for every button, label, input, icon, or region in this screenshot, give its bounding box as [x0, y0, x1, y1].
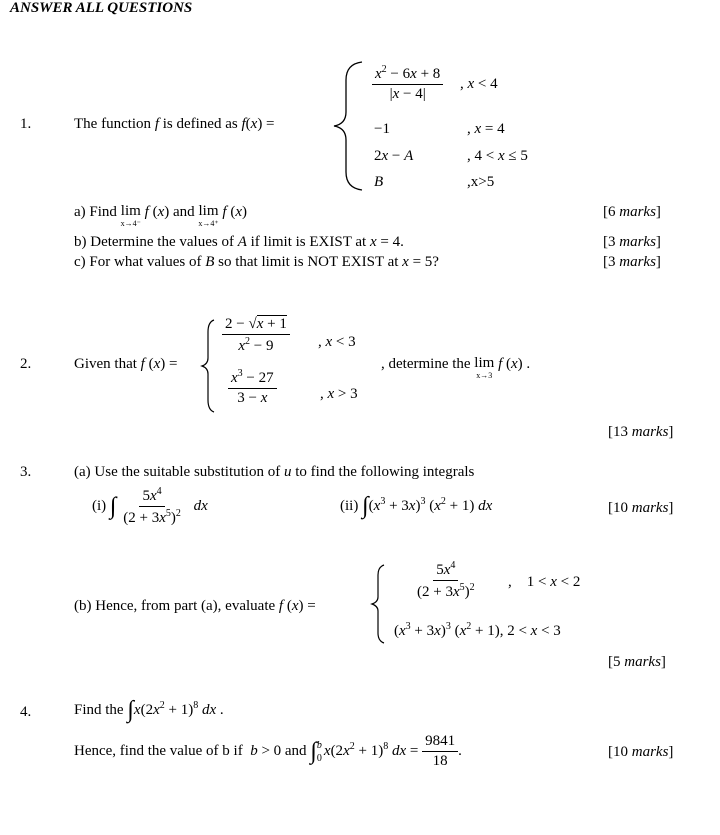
q2-brace	[200, 318, 218, 414]
q1-part-a: a) Find lim x→4⁻ f (x) and lim x→4⁺ f (x)	[74, 203, 247, 228]
q3-b-case2: $(x^3 + 3x)^3$ $(x^2 + 1)$, 2 < x < 3	[394, 621, 561, 639]
q3-b-case1	[414, 560, 478, 602]
q3-b-fraction: $\frac{5x^4}{(2 + 3x^5)^2}$	[417, 560, 475, 601]
q1-case1-cond: , x < 4	[460, 76, 498, 92]
q3-b-case1-cond: , 1 < x < 2	[508, 574, 581, 590]
q1-case1	[372, 64, 443, 104]
q1-lim-right: lim x→4⁺	[198, 203, 219, 228]
q2-lim: lim x→3	[474, 355, 495, 380]
q4-number: 4.	[20, 704, 32, 720]
q3-number: 3.	[20, 464, 32, 480]
q4-marks: [10 marks]	[608, 744, 674, 760]
q4-line2: Hence, find the value of b if b > 0 and ∫ b 0 $x(2x^2 + 1)^8$ dx = $\frac{9841}{18}$ .	[74, 733, 462, 770]
q2-case2	[228, 368, 277, 408]
q4-line1: Find the $\int x(2x^2 + 1)^8$ dx .	[74, 697, 224, 723]
q2-case2-fraction: $\frac{x^3 - 27}{3 - x}$	[228, 368, 277, 408]
q2-tail: , determine the lim x→3 f (x) .	[381, 355, 531, 380]
q1-case1-fraction: $\frac{x^2 - 6x + 8}{|x - 4|}$	[372, 64, 443, 104]
q3-i-fraction: $\frac{5x^4}{(2 + 3x^5)^2}$	[123, 486, 181, 527]
q3-a-marks: [10 marks]	[608, 500, 674, 516]
q1-lim-left: lim x→4⁻	[120, 203, 141, 228]
q3-part-a: (a) Use the suitable substitution of u to find the following integrals	[74, 464, 475, 480]
q2-case2-cond: , x > 3	[320, 386, 358, 402]
q1-case2-cond: , x = 4	[467, 121, 505, 137]
q1-case3-cond: , 4 < x ≤ 5	[467, 148, 528, 164]
q1-part-c: c) For what values of B so that limit is NOT EXIST at x = 5?	[74, 254, 439, 270]
q2-case1-cond: , x < 3	[318, 334, 356, 350]
q1-number: 1.	[20, 116, 32, 132]
q2-marks: [13 marks]	[608, 424, 674, 440]
q3-integral-ii: (ii) $\int(x^3 + 3x)^3$ $(x^2 + 1)$ dx	[340, 493, 493, 519]
q3-b-marks: [5 marks]	[608, 654, 666, 670]
q1-case2-expr: −1	[374, 121, 390, 137]
q1-case3-expr: 2x − A	[374, 148, 414, 164]
q1-brace	[332, 60, 366, 192]
q1-case4-cond: ,x>5	[467, 174, 495, 190]
q2-intro: Given that f (x) =	[74, 356, 178, 372]
page-heading: ANSWER ALL QUESTIONS	[10, 0, 193, 16]
q4-fraction: $\frac{9841}{18}$	[422, 733, 458, 771]
q1-part-b: b) Determine the values of A if limit is EXIST at x = 4.	[74, 234, 404, 250]
q3-part-b: (b) Hence, from part (a), evaluate f (x) =	[74, 598, 316, 614]
q3-brace	[370, 563, 388, 645]
q1-c-marks: [3 marks]	[603, 254, 661, 270]
q1-intro: The function f is defined as f(x) =	[74, 116, 275, 132]
q3-integral-i: (i) ∫ $\frac{5x^4}{(2 + 3x^5)^2}$ dx	[92, 486, 208, 527]
q2-number: 2.	[20, 356, 32, 372]
q1-b-marks: [3 marks]	[603, 234, 661, 250]
q1-a-marks: [6 marks]	[603, 204, 661, 220]
q2-case1	[222, 316, 290, 356]
q1-case4-expr: B	[374, 174, 384, 190]
q2-case1-fraction: $\frac{2 - √x + 1}{x^2 - 9}$	[222, 316, 290, 356]
